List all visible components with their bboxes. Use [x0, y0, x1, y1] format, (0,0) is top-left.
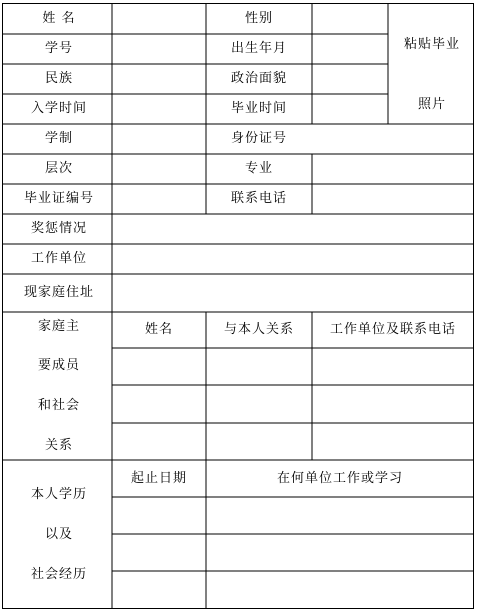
label-enroll: 入学时间 [30, 101, 88, 116]
family-title-line1: 家庭主 [37, 319, 81, 334]
history-title-line3: 社会经历 [30, 567, 88, 582]
label-student-id: 学号 [44, 41, 74, 56]
family-header-name: 姓名 [144, 322, 174, 337]
family-title-line3: 和社会 [37, 398, 81, 413]
label-ethnicity: 民族 [44, 71, 74, 86]
history-title-line2: 以及 [44, 527, 74, 542]
label-phone: 联系电话 [230, 191, 288, 206]
label-cert-no: 毕业证编号 [23, 191, 95, 206]
label-employer: 工作单位 [30, 251, 88, 266]
label-id-number: 身份证号 [230, 131, 288, 146]
label-gender: 性别 [244, 11, 274, 26]
family-header-relation: 与本人关系 [223, 322, 295, 337]
label-photo-line2: 照片 [417, 97, 447, 112]
label-birth: 出生年月 [230, 41, 288, 56]
label-graduate: 毕业时间 [230, 101, 288, 116]
history-header-place: 在何单位工作或学习 [276, 471, 404, 486]
label-photo-line1: 粘贴毕业 [403, 37, 461, 52]
family-header-employer-phone: 工作单位及联系电话 [329, 322, 457, 337]
label-schooling: 学制 [44, 131, 74, 146]
label-major: 专业 [244, 161, 274, 176]
label-address: 现家庭住址 [23, 285, 95, 300]
label-awards: 奖惩情况 [30, 221, 88, 236]
history-title-line1: 本人学历 [30, 487, 88, 502]
history-header-dates: 起止日期 [130, 471, 188, 486]
form-grid-lines [2, 3, 480, 613]
family-title-line4: 关系 [44, 438, 74, 453]
family-title-line2: 要成员 [37, 358, 81, 373]
label-name: 姓 名 [42, 11, 76, 26]
label-level: 层次 [44, 161, 74, 176]
label-politics: 政治面貌 [230, 71, 288, 86]
